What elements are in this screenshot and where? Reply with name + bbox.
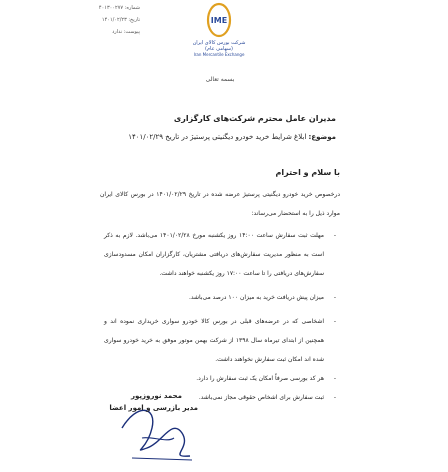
intro-paragraph: درخصوص خرید خودرو دیگنیتی پرستیژ عرضه شده در تاریخ ۱۴۰۱/۰۲/۲۹ در بورس کالای ایران موارد ذیل را به استحضار می‌رساند: xyxy=(100,191,340,217)
letter-attachment: پیوست: ندارد xyxy=(112,29,140,35)
signatory-name: محمد نوروزپور xyxy=(130,392,182,400)
subject-label: موضوع: xyxy=(308,133,336,141)
greeting: با سلام و احترام xyxy=(275,168,340,177)
letter-date: تاریخ: ۱۴۰۱/۰۲/۲۳ xyxy=(101,17,140,23)
list-item: - هر کد بورسی صرفاً امکان یک ثبت سفارش را دارد. xyxy=(196,375,336,382)
subject-text: ابلاغ شرایط خرید خودرو دیگنیتی پرستیژ در تاریخ ۱۴۰۱/۰۲/۲۹ xyxy=(128,133,309,141)
company-name-en: Iran Mercantile Exchange xyxy=(193,52,245,57)
list-item: - مهلت ثبت سفارش ساعت ۱۴:۰۰ روز یکشنبه مورخ ۱۴۰۱/۰۲/۲۸ می‌باشد. لازم به ذکر است به منظور مدیریت سفارش‌های دریافتی مشتریان، کارگزاران امکان مسدودسازی سفارش‌های دریافتی را تا ساعت ۱۷:۰۰ روز یکشنبه خواهند داشت. xyxy=(104,232,336,277)
company-name-fa: شرکت بورس کالای ایران (سهامی عام) xyxy=(192,40,246,52)
company-logo xyxy=(186,2,252,57)
list-item: - ثبت سفارش برای اشخاص حقوقی مجاز نمی‌باشد. xyxy=(198,394,336,401)
letter-meta xyxy=(98,2,140,38)
svg-text:IME: IME xyxy=(210,16,228,25)
list-item: - میزان پیش دریافت خرید به میزان ۱۰۰ درصد می‌باشد. xyxy=(188,294,336,301)
letter-number: شماره: ۴۰۱۳۰۰۲۷۷ xyxy=(98,5,140,11)
signatory-title: مدیر بازرسی و امور اعضا xyxy=(109,404,198,412)
recipient: مدیران عامل محترم شرکت‌های کارگزاری xyxy=(173,114,336,123)
ime-logo-icon xyxy=(206,2,232,38)
bismillah: بسمه تعالی xyxy=(205,76,235,83)
subject-line xyxy=(128,133,336,141)
conditions-list xyxy=(104,226,336,407)
list-item: - اشخاصی که در عرضه‌های قبلی در بورس کالا خودرو سواری خریداری نموده اند و همچنین از ابتدای تیرماه سال ۱۳۹۸ از شرکت بهمن موتور موفق به خرید خودرو سواری شده اند امکان ثبت سفارش نخواهند داشت. xyxy=(104,318,336,363)
signature-block xyxy=(109,392,202,464)
